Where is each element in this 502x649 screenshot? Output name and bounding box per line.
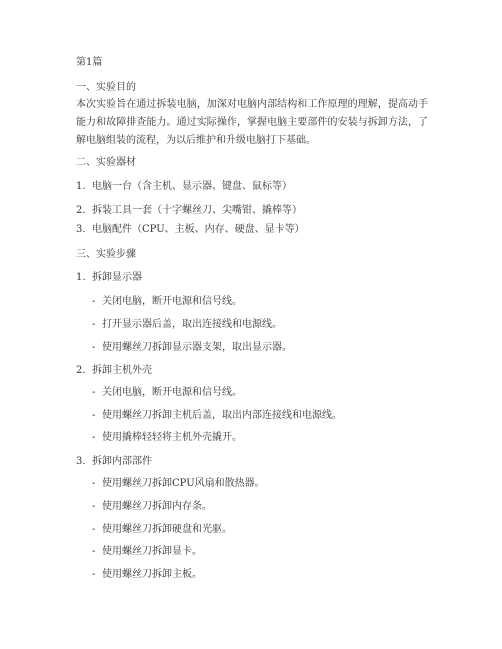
section-heading-equipment: 二、实验器材 — [76, 157, 136, 168]
equipment-item-number: 1. — [76, 181, 86, 192]
step-bullet-text: 使用螺丝刀拆卸显卡。 — [102, 546, 202, 557]
step-title — [76, 364, 152, 378]
step-bullet — [92, 545, 202, 559]
step-bullet — [92, 523, 232, 537]
step-bullet-text: 使用螺丝刀拆卸主机后盖，取出内部连接线和电源线。 — [102, 410, 342, 421]
step-bullet-text: 使用螺丝刀拆卸显示器支架，取出显示器。 — [102, 342, 292, 353]
step-number: 2. — [76, 365, 86, 376]
step-bullet — [92, 431, 242, 445]
step-number: 1. — [76, 272, 86, 283]
step-bullet-text: 使用螺丝刀拆卸内存条。 — [102, 501, 212, 512]
bullet-dash: - — [92, 546, 96, 557]
step-title-text: 拆卸显示器 — [92, 272, 142, 283]
step-bullet-text: 使用螺丝刀拆卸硬盘和光驱。 — [102, 524, 232, 535]
step-bullet — [92, 341, 292, 355]
bullet-dash: - — [92, 387, 96, 398]
step-bullet-text: 关闭电脑，断开电源和信号线。 — [102, 296, 242, 307]
step-bullet — [92, 409, 342, 423]
bullet-dash: - — [92, 432, 96, 443]
bullet-dash: - — [92, 501, 96, 512]
step-bullet-text: 打开显示器后盖，取出连接线和电源线。 — [102, 319, 282, 330]
chapter-label: 第1篇 — [76, 57, 103, 68]
step-bullet-text: 关闭电脑，断开电源和信号线。 — [102, 387, 242, 398]
equipment-item-text: 拆装工具一套（十字螺丝刀、尖嘴钳、撬棒等） — [92, 205, 302, 216]
bullet-dash: - — [92, 569, 96, 580]
purpose-paragraph: 本次实验旨在通过拆装电脑，加深对电脑内部结构和工作原理的理解，提高动手能力和故障排查能力。通过实际操作，掌握电脑主要部件的安装与拆卸方法，了解电脑组装的流程，为以后维护和升级电脑打下基础。 — [76, 99, 428, 146]
bullet-dash: - — [92, 410, 96, 421]
bullet-dash: - — [92, 296, 96, 307]
section-heading-purpose: 一、实验目的 — [76, 82, 136, 93]
equipment-item-text: 电脑配件（CPU、主板、内存、硬盘、显卡等） — [92, 224, 305, 235]
equipment-item — [76, 180, 292, 194]
bullet-dash: - — [92, 478, 96, 489]
step-bullet-text: 使用螺丝刀拆卸主板。 — [102, 569, 202, 580]
step-number: 3. — [76, 456, 86, 467]
step-bullet — [92, 500, 212, 514]
equipment-item-number: 2. — [76, 205, 86, 216]
equipment-item — [76, 223, 305, 237]
equipment-item-text: 电脑一台（含主机、显示器、键盘、鼠标等） — [92, 181, 292, 192]
step-bullet-text: 使用撬棒轻轻将主机外壳撬开。 — [102, 432, 242, 443]
step-bullet — [92, 568, 202, 582]
bullet-dash: - — [92, 319, 96, 330]
step-bullet — [92, 295, 242, 309]
step-title-text: 拆卸主机外壳 — [92, 365, 152, 376]
step-bullet-text: 使用螺丝刀拆卸CPU风扇和散热器。 — [102, 478, 265, 489]
step-title-text: 拆卸内部部件 — [92, 456, 152, 467]
step-bullet — [92, 386, 242, 400]
bullet-dash: - — [92, 342, 96, 353]
equipment-item-number: 3. — [76, 224, 86, 235]
step-bullet — [92, 318, 282, 332]
section-heading-steps: 三、实验步骤 — [76, 249, 136, 260]
equipment-item — [76, 204, 302, 218]
step-title — [76, 271, 142, 285]
step-title — [76, 455, 152, 469]
bullet-dash: - — [92, 524, 96, 535]
step-bullet — [92, 477, 265, 491]
